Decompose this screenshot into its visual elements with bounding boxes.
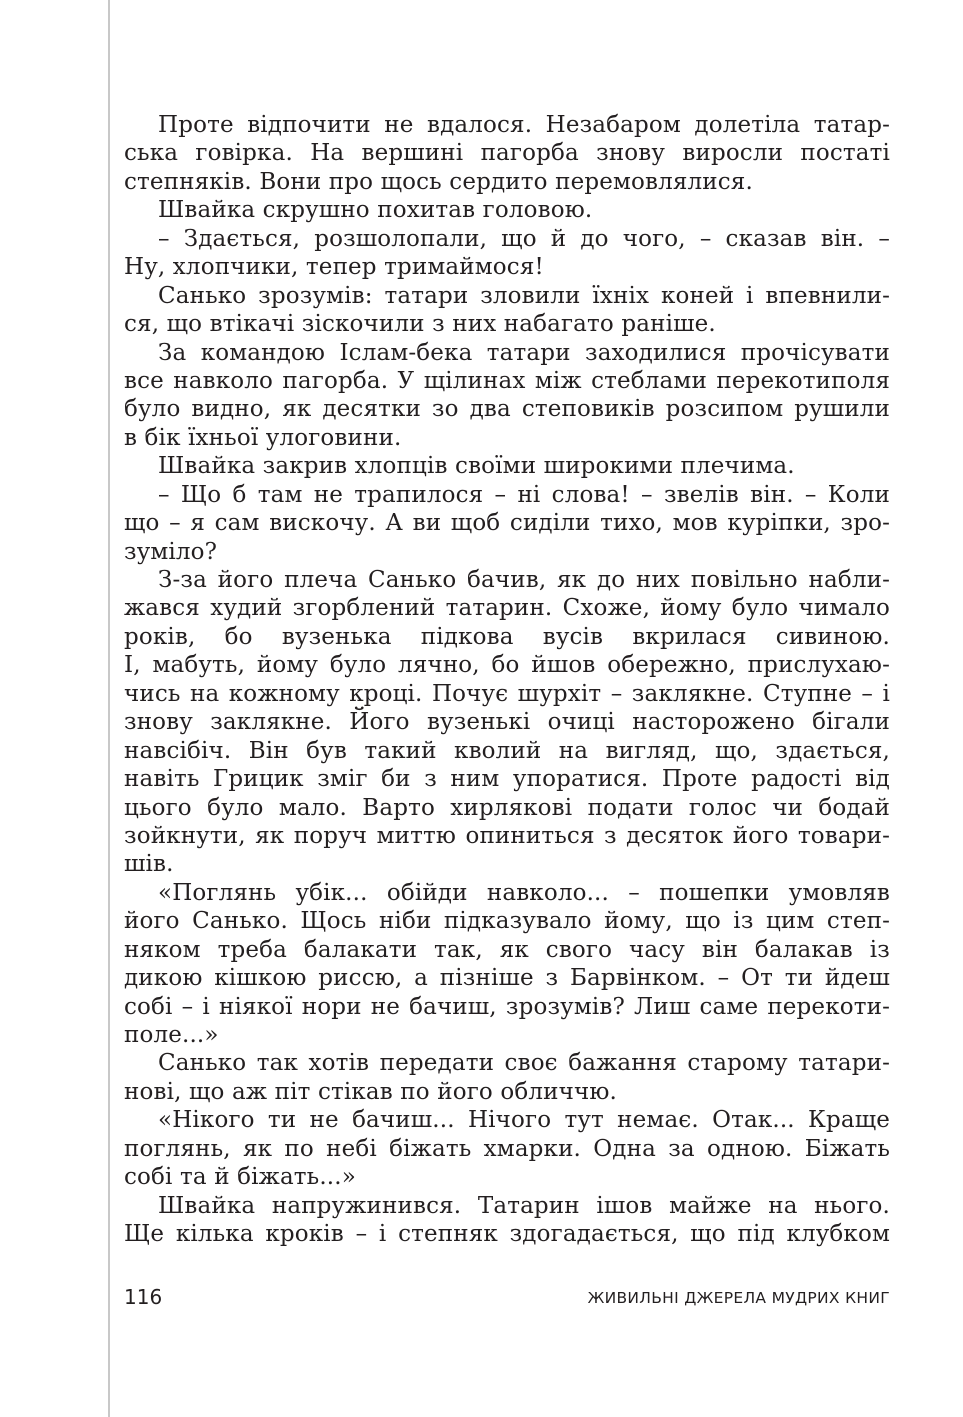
page-number: 116: [124, 1285, 163, 1309]
text-line: І, мабуть, йому було лячно, бо йшов обережно, прислухаю-: [124, 652, 890, 679]
text-line: навіть Грицик зміг би з ним упоратися. Проте радості від: [124, 766, 890, 793]
page-footer: [124, 1283, 890, 1311]
text-line: степняків. Вони про щось сердито перемовлялися.: [124, 168, 753, 195]
text-line: Ну, хлопчики, тепер тримаймося!: [124, 254, 544, 281]
text-line: нові, що аж піт стікав по його обличчю.: [124, 1078, 617, 1105]
text-line: знову заклякне. Його вузенькі очиці насторожено бігали: [124, 709, 890, 736]
text-line: що – я сам вискочу. А ви щоб сиділи тихо, мов куріпки, зро-: [124, 510, 890, 537]
text-line: поглянь, як по небі біжать хмарки. Одна за одною. Біжать: [124, 1135, 890, 1162]
text-line: було видно, як десятки зо два степовиків розсипом рушили: [124, 396, 890, 423]
text-line: собі та й біжать...»: [124, 1164, 356, 1191]
text-line: все навколо пагорба. У щілинах між стеблами перекотиполя: [124, 367, 890, 394]
text-line: зуміло?: [124, 538, 218, 565]
text-line: «Нікого ти не бачиш... Нічого тут немає. Отак... Краще: [158, 1107, 890, 1134]
text-line: поле...»: [124, 1022, 219, 1048]
text-line: його Санько. Щось ніби підказувало йому, що із цим степ-: [124, 908, 890, 935]
running-title: ЖИВИЛЬНІ ДЖЕРЕЛА МУДРИХ КНИГ: [587, 1289, 890, 1307]
text-line: – Що б там не трапилося – ні слова! – звелів він. – Коли: [158, 481, 890, 508]
text-line: зойкнути, як поруч миттю опиниться з десяток його товари-: [124, 822, 890, 849]
text-line: чись на кожному кроці. Почує шурхіт – заклякне. Ступне – і: [124, 680, 890, 707]
text-line: дикою кішкою риссю, а пізніше з Барвінком. – От ти йдеш: [124, 965, 890, 992]
text-line: навсібіч. Він був такий кволий на вигляд, що, здається,: [124, 737, 890, 764]
text-line: Швайка напружинився. Татарин ішов майже на нього.: [158, 1192, 890, 1219]
text-line: Швайка скрушно похитав головою.: [158, 197, 593, 224]
text-line: в бік їхньої улоговини.: [124, 424, 402, 451]
text-line: Ще кілька кроків – і степняк здогадається, що під клубком: [124, 1221, 890, 1248]
text-line: Санько зрозумів: татари зловили їхніх коней і впевнили-: [158, 282, 890, 309]
text-line: – Здається, розшолопали, що й до чого, – сказав він. –: [158, 225, 890, 252]
text-line: няком треба балакати так, як свого часу він балакав із: [124, 936, 890, 963]
text-line: цього було мало. Варто хирлякові подати голос чи бодай: [124, 794, 890, 821]
text-line: ська говірка. На вершині пагорба знову виросли постаті: [124, 140, 890, 167]
text-line: Швайка закрив хлопців своїми широкими плечима.: [158, 453, 795, 480]
text-line: За командою Іслам-бека татари заходилися прочісувати: [158, 339, 890, 366]
text-line: «Поглянь убік... обійди навколо... – пошепки умовляв: [158, 879, 890, 906]
text-line: років, бо вузенька підкова вусів вкрилася сивиною.: [124, 623, 890, 650]
text-line: Санько так хотів передати своє бажання старому татари-: [158, 1050, 890, 1077]
body-text: [124, 111, 890, 1249]
text-line: собі – і ніякої нори не бачиш, зрозумів? Лиш саме перекоти-: [124, 993, 890, 1020]
text-line: шів.: [124, 851, 174, 878]
text-line: З-за його плеча Санько бачив, як до них повільно набли-: [158, 567, 890, 593]
text-line: Проте відпочити не вдалося. Незабаром долетіла татар-: [158, 112, 890, 138]
text-line: ся, що втікачі зіскочили з них набагато раніше.: [124, 311, 716, 338]
text-line: жався худий згорблений татарин. Схоже, йому було чимало: [124, 595, 890, 622]
page-gutter-line: [108, 0, 110, 1417]
